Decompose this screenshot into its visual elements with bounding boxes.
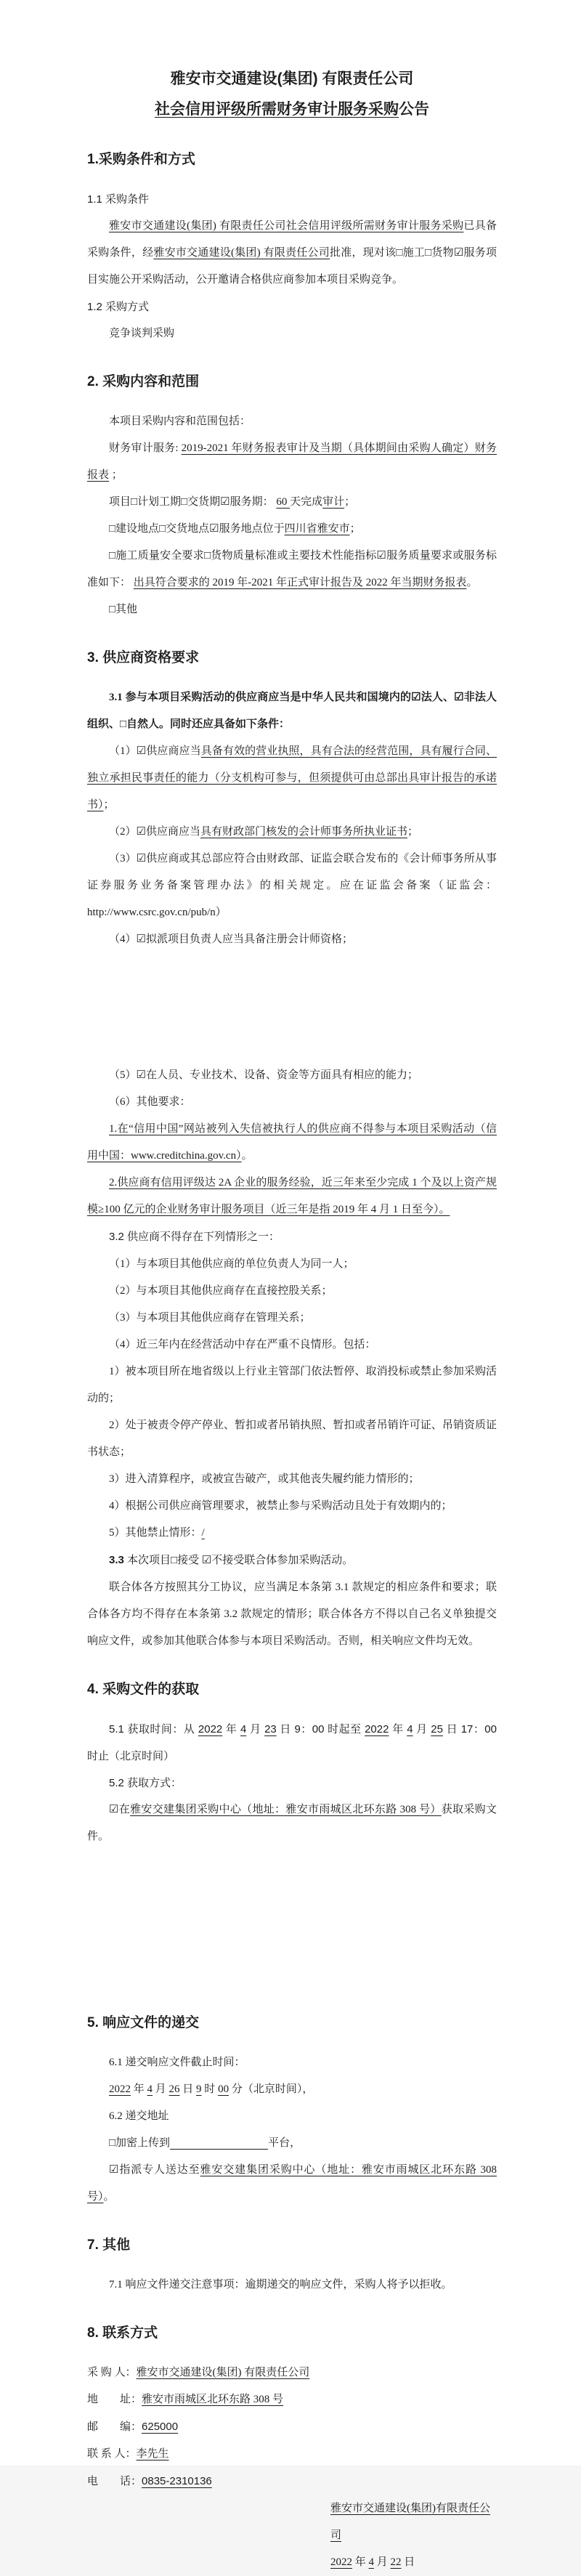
text-segment: 60: [276, 496, 290, 508]
text-segment: （2）☑供应商应当: [109, 826, 200, 838]
para-3-2-item-4-5: [87, 1520, 497, 1547]
text-segment: 供应商不得存在下列情形之一：: [127, 1231, 280, 1243]
para-3-1-other-req-1: [87, 1116, 497, 1170]
text-segment: ；: [344, 496, 356, 508]
text-segment: ；: [349, 523, 361, 535]
text-segment: 5.1 获取时间：从: [109, 1723, 198, 1735]
para-3-2: [87, 1223, 497, 1251]
text-segment: 月: [246, 1723, 265, 1735]
para-3-3: [87, 1547, 497, 1574]
text-segment: 。: [103, 2191, 115, 2203]
contact-postcode: [87, 2413, 497, 2441]
text-segment: 竞争谈判采购: [109, 328, 175, 339]
text-segment: 月: [153, 2083, 169, 2095]
para-3-1-item-2: [87, 819, 497, 846]
para-3-1-item-5: [87, 1062, 497, 1089]
text-segment: 月: [413, 1723, 431, 1735]
contact-person: [87, 2441, 497, 2468]
text-segment: 2022: [330, 2556, 352, 2568]
text-segment: 1.1 采购条件: [87, 193, 150, 206]
para-1-2-method: [87, 320, 497, 347]
para-3-1-other-req-2: [87, 1170, 497, 1223]
text-segment: 3.2: [109, 1231, 128, 1243]
heading-1-procurement-conditions: [87, 145, 497, 174]
text-segment: 雅安市交通建设(集团) 有限责任公司: [170, 70, 414, 87]
para-2-audit-service: [87, 435, 497, 489]
text-segment: （4）☑拟派项目负责人应当具备注册会计师资格；: [109, 933, 353, 945]
text-segment: 四川省雅安市: [284, 523, 350, 535]
text-segment: （1）与本项目其他供应商的单位负责人为同一人；: [109, 1258, 354, 1270]
text-segment: 平台，: [268, 2137, 301, 2149]
para-2-service-period: [87, 489, 497, 516]
text-segment: 社会信用评级所需财务审计服务采购: [155, 101, 399, 118]
text-segment: 23: [264, 1723, 277, 1735]
text-segment: 0835-2310136: [142, 2475, 212, 2487]
text-segment: 批准，现对该□施工□货物☑服务项目实施公开采购活动，公开邀请合格供应商参加本项目采购竞争。: [87, 247, 497, 285]
para-3-2-item-4: [87, 1332, 497, 1358]
text-segment: （5）☑在人员、专业技术、设备、资金等方面具有相应的能力；: [109, 1069, 418, 1081]
heading-4-obtain-documents: [87, 1675, 497, 1704]
text-segment: 2019-2021 年财务报表审计及当期（具体期间由采购人确定）财务报表: [87, 442, 497, 481]
text-segment: 年: [352, 2556, 369, 2568]
text-segment: 。: [241, 1150, 253, 1162]
text-segment: 天完成: [290, 496, 323, 508]
para-5-2-obtain-method: [87, 1770, 497, 1797]
para-1-1-conditions: [87, 213, 497, 293]
text-segment: 26: [168, 2083, 180, 2095]
text-segment: 2022: [365, 1723, 389, 1735]
text-segment: 雅安交建集团采购中心（地址：雅安市雨城区北环东路 308 号）: [130, 1804, 442, 1815]
text-segment: 已具备采购条件，经: [87, 220, 497, 259]
para-2-other: [87, 596, 497, 623]
text-segment: 日 9：00 时起至: [276, 1723, 365, 1735]
para-3-2-item-4-3: [87, 1466, 497, 1493]
para-6-2-delivery-option: [87, 2157, 497, 2211]
text-segment: 25: [431, 1723, 443, 1735]
text-segment: 4: [147, 2083, 153, 2095]
para-2-intro: [87, 408, 497, 435]
para-3-1: [87, 684, 497, 738]
text-segment: 1.在“信用中国”网站被列入失信被执行人的供应商不得参与本项目采购活动（信用中国：www.creditchina.gov.cn）: [87, 1123, 497, 1162]
para-6-2-upload-option: [87, 2130, 497, 2157]
heading-2-scope: [87, 368, 497, 397]
doc-title-line-1: [87, 64, 497, 94]
para-6-1-deadline-value: [87, 2076, 497, 2103]
para-3-2-item-3: [87, 1305, 497, 1332]
signature-date: [330, 2549, 497, 2576]
para-2-quality-standard: [87, 543, 497, 596]
text-segment: □加密上传到: [109, 2137, 171, 2149]
text-segment: （4）近三年内在经营活动中存在严重不良情形。包括：: [109, 1339, 376, 1350]
signature-company: [330, 2495, 497, 2549]
text-segment: 获取采购文件。: [87, 1804, 497, 1842]
para-3-1-item-6: [87, 1089, 497, 1116]
text-segment: 2022: [198, 1723, 223, 1735]
text-segment: 雅安市雨城区北环东路 308 号: [142, 2394, 284, 2405]
text-segment: 雅安交建集团采购中心（地址：雅安市雨城区北环东路 308 号）: [87, 2164, 497, 2203]
text-segment: 时: [201, 2083, 219, 2095]
text-segment: 本次项目□接受 ☑不接受联合体参加采购活动。: [127, 1555, 354, 1566]
text-segment: 5.2 获取方式：: [109, 1777, 182, 1789]
text-segment: 1.采购条件和方式: [87, 152, 195, 167]
text-segment: 公告: [399, 101, 429, 118]
para-6-1-deadline-label: [87, 2049, 497, 2076]
text-segment: 日 17：00 时止（北京时间）: [87, 1723, 497, 1762]
text-segment: 7. 其他: [87, 2237, 131, 2253]
para-3-2-item-4-4: [87, 1493, 497, 1520]
text-segment: 审计: [322, 496, 345, 508]
text-segment: 。: [466, 577, 478, 588]
text-segment: 625000: [142, 2421, 179, 2433]
text-segment: 日: [401, 2556, 415, 2568]
page-break-gap-2: [87, 1850, 497, 1988]
text-segment: 项目□计划工期□交货期☑服务期：: [109, 496, 277, 508]
para-5-2-obtain-place: [87, 1797, 497, 1850]
text-segment: 具有财政部门核发的会计师事务所执业证书: [200, 826, 407, 838]
para-3-2-item-1: [87, 1251, 497, 1278]
para-3-1-item-1: [87, 738, 497, 819]
heading-7-other: [87, 2231, 497, 2260]
text-segment: 联合体各方按照其分工协议，应当满足本条第 3.1 款规定的相应条件和要求；联合体各方均不得存在本条第 3.2 款规定的情形；联合体各方不得以自己名义单独提交响应文件，或参加其他联合体参与本项目采购活动。否则，相关响应文件均无效。: [87, 1581, 497, 1647]
text-segment: /: [201, 1527, 205, 1539]
text-segment: 财务审计服务:: [109, 442, 182, 454]
text-segment: [170, 2137, 268, 2149]
page-break-gap-1: [87, 953, 497, 1062]
text-segment: 4: [407, 1723, 413, 1735]
text-segment: 本项目采购内容和范围包括：: [109, 416, 251, 427]
text-segment: 7.1 响应文件递交注意事项：逾期递交的响应文件，采购人将予以拒收。: [109, 2279, 452, 2291]
text-segment: 年: [222, 1723, 240, 1735]
text-segment: 2.供应商有信用评级达 2A 企业的服务经验，近三年来至少完成 1 个及以上资产规模≥100 亿元的企业财务审计服务项目（近三年是指 2019 年 4 月 1 日至今）。: [87, 1177, 497, 1215]
para-3-3-consortium: [87, 1574, 497, 1655]
text-segment: 雅安市交通建设(集团) 有限责任公司社会信用评级所需财务审计服务采购: [109, 220, 464, 232]
contact-address: [87, 2386, 497, 2413]
text-segment: 月: [374, 2556, 391, 2568]
text-segment: 雅安市交通建设(集团) 有限责任公司: [136, 2367, 310, 2378]
text-segment: 3.3: [109, 1554, 128, 1566]
text-segment: 5. 响应文件的递交: [87, 2015, 200, 2030]
text-segment: （6）其他要求：: [109, 1096, 191, 1108]
para-3-2-item-4-1: [87, 1358, 497, 1412]
para-3-2-item-4-2: [87, 1412, 497, 1466]
text-segment: 22: [390, 2556, 402, 2568]
text-segment: 地 址：: [87, 2394, 142, 2405]
text-segment: （1）☑供应商应当: [109, 745, 201, 757]
text-segment: 年: [131, 2083, 147, 2095]
text-segment: ；: [109, 469, 123, 481]
text-segment: □施工质量安全要求□货物质量标准或主要技术性能指标☑服务质量要求或服务标准如下：: [87, 550, 497, 588]
text-segment: □其他: [109, 604, 138, 615]
text-segment: ；: [103, 799, 115, 811]
text-segment: 2. 采购内容和范围: [87, 374, 200, 389]
document-body: [87, 64, 497, 2576]
text-segment: 2）处于被责令停产停业、暂扣或者吊销执照、暂扣或者吊销许可证、吊销资质证书状态；: [87, 1419, 497, 1458]
heading-3-supplier-qualifications: [87, 644, 497, 673]
text-segment: 3）进入清算程序，或被宣告破产，或其他丧失履约能力情形的；: [109, 1473, 420, 1485]
text-segment: 分（北京时间），: [229, 2083, 314, 2095]
text-segment: 4. 采购文件的获取: [87, 1682, 200, 1697]
text-segment: 2022: [109, 2083, 131, 2095]
text-segment: 3. 供应商资格要求: [87, 650, 200, 665]
text-segment: 4: [240, 1723, 247, 1735]
text-segment: 6.1 递交响应文件截止时间：: [109, 2057, 245, 2068]
text-segment: （3）☑供应商或其总部应符合由财政部、证监会联合发布的《会计师事务所从事证券服务业务备案管理办法》的相关规定。应在证监会备案（证监会：http://www.csrc.gov.cn/pub/n）: [87, 853, 497, 918]
sub-1-1-label: [87, 186, 497, 213]
text-segment: 9: [196, 2083, 202, 2095]
text-segment: 采 购 人：: [87, 2367, 137, 2378]
contact-phone: [87, 2468, 497, 2495]
text-segment: 8. 联系方式: [87, 2325, 158, 2341]
text-segment: 雅安市交通建设(集团) 有限责任公司: [153, 247, 330, 259]
para-3-2-item-2: [87, 1278, 497, 1305]
para-2-location: [87, 516, 497, 543]
text-segment: 日: [179, 2083, 197, 2095]
text-segment: 李先生: [136, 2448, 169, 2460]
text-segment: 4: [368, 2556, 375, 2568]
text-segment: ☑在: [109, 1804, 131, 1815]
heading-8-contact: [87, 2319, 497, 2348]
text-segment: 3.1 参与本项目采购活动的供应商应当是中华人民共和国境内的☑法人、☑非法人组织、□自然人。同时还应具备如下条件：: [87, 692, 497, 730]
text-segment: 1）被本项目所在地省级以上行业主管部门依法暂停、取消投标或禁止参加采购活动的；: [87, 1366, 497, 1404]
text-segment: 电 话：: [87, 2476, 142, 2487]
text-segment: 出具符合要求的 2019 年-2021 年正式审计报告及 2022 年当期财务报表: [133, 577, 467, 588]
text-segment: ☑指派专人送达至: [109, 2164, 200, 2176]
para-3-1-item-4: [87, 926, 497, 953]
text-segment: 6.2 递交地址: [109, 2110, 169, 2122]
text-segment: （2）与本项目其他供应商存在直接控股关系；: [109, 1285, 333, 1297]
para-5-1-obtain-time: [87, 1716, 497, 1770]
text-segment: 4）根据公司供应商管理要求，被禁止参与采购活动且处于有效期内的；: [109, 1500, 452, 1512]
para-3-1-item-3: [87, 846, 497, 926]
text-segment: 年: [389, 1723, 407, 1735]
doc-title-line-2: [87, 94, 497, 125]
text-segment: 联 系 人：: [87, 2448, 137, 2460]
text-segment: □建设地点□交货地点☑服务地点位于: [109, 523, 285, 535]
text-segment: 具备有效的营业执照，具有合法的经营范围，具有履行合同、独立承担民事责任的能力（分支机构可参与，但须提供可由总部出具审计报告的承诺书）: [87, 745, 497, 811]
para-6-2-address-label: [87, 2103, 497, 2130]
text-segment: 00: [218, 2083, 229, 2095]
para-7-1-notes: [87, 2272, 497, 2298]
sub-1-2-label: [87, 293, 497, 320]
text-segment: 1.2 采购方式: [87, 301, 150, 313]
heading-5-submit-response: [87, 2009, 497, 2038]
text-segment: （3）与本项目其他供应商存在管理关系；: [109, 1312, 311, 1324]
text-segment: 5）其他禁止情形：: [109, 1527, 202, 1539]
contact-purchaser: [87, 2360, 497, 2386]
text-segment: ；: [407, 826, 418, 838]
text-segment: 雅安市交通建设(集团)有限责任公司: [330, 2503, 490, 2541]
text-segment: 邮 编：: [87, 2421, 142, 2433]
